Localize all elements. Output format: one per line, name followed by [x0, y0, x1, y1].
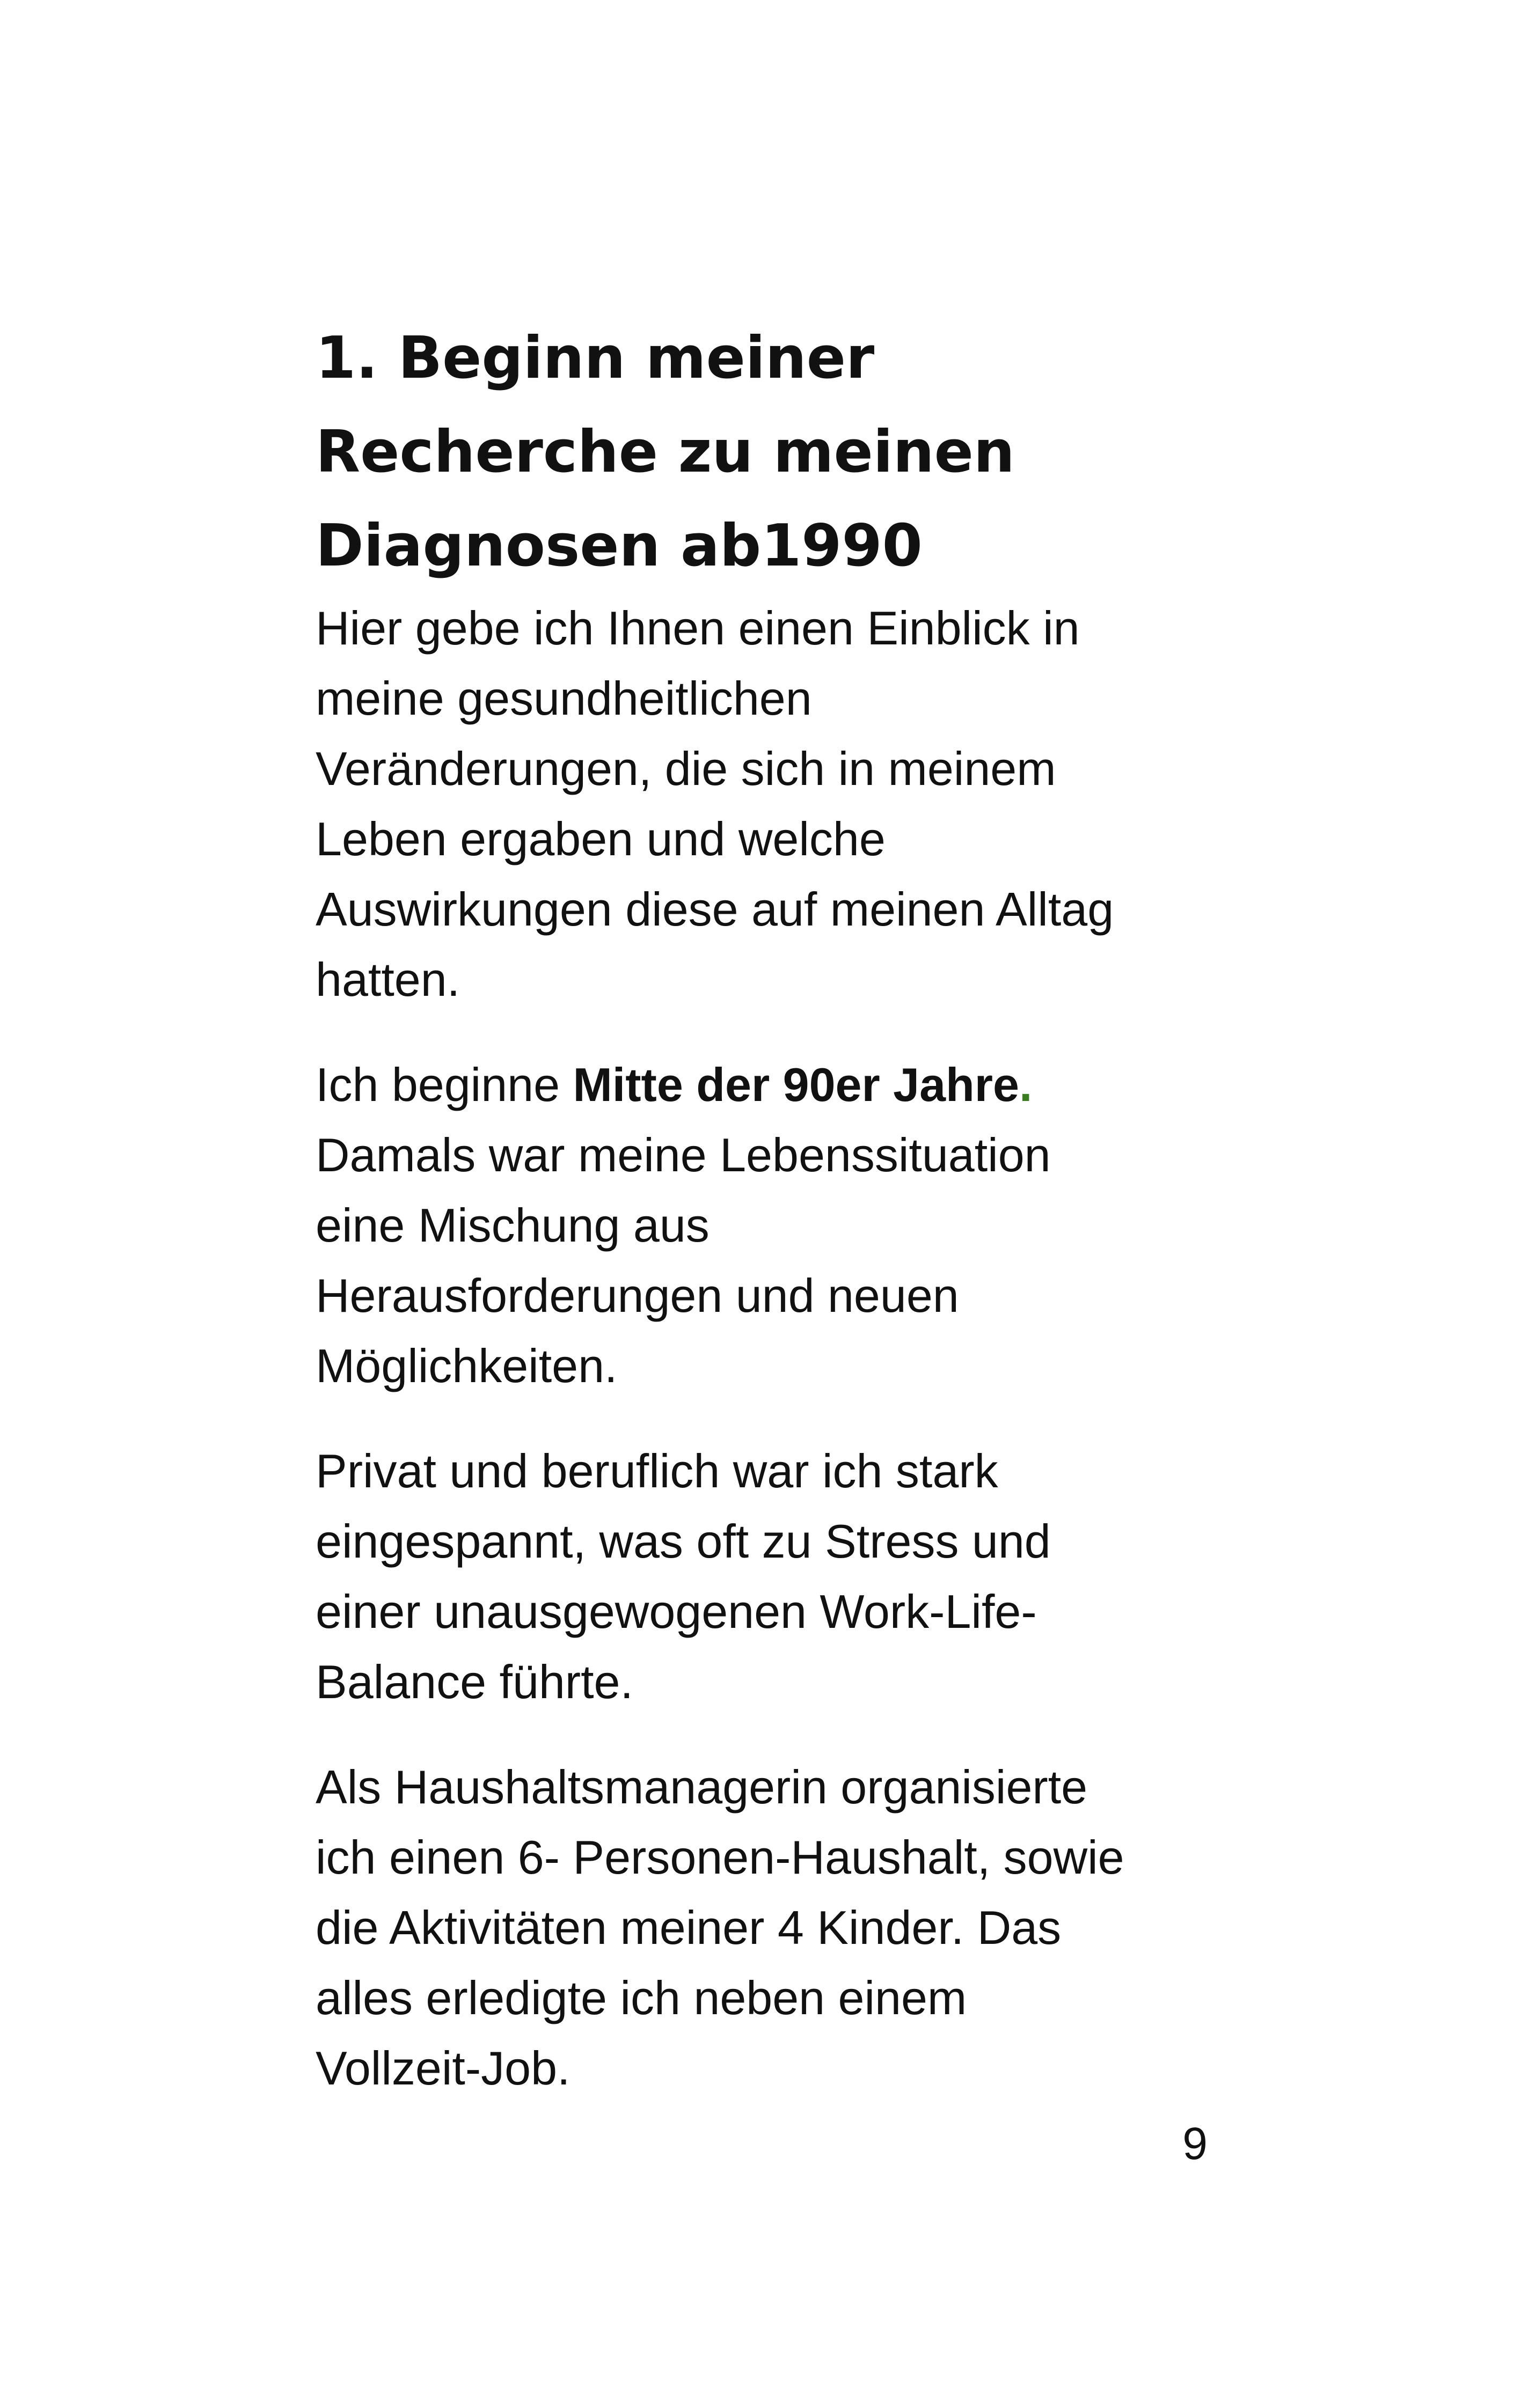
- paragraph-line: [316, 1049, 1228, 1120]
- paragraph-line: meine gesundheitlichen: [316, 672, 812, 725]
- paragraph-line: eine Mischung aus: [316, 1199, 710, 1252]
- paragraph-line: Balance führte.: [316, 1655, 633, 1708]
- accent-period: .: [1019, 1058, 1033, 1111]
- heading-line-1: 1. Beginn meiner: [316, 325, 875, 392]
- paragraph-line: Damals war meine Lebenssituation: [316, 1128, 1051, 1181]
- paragraph-line: Hier gebe ich Ihnen einen Einblick in: [316, 601, 1080, 655]
- paragraph-line: Vollzeit-Job.: [316, 2042, 571, 2095]
- paragraph-line: eingespannt, was oft zu Stress und: [316, 1515, 1051, 1568]
- paragraph-household: [316, 1752, 1228, 2103]
- chapter-heading: [316, 311, 1228, 593]
- paragraph-line: einer unausgewogenen Work-Life-: [316, 1585, 1037, 1638]
- heading-line-3: Diagnosen ab1990: [316, 512, 923, 579]
- paragraph-line: Privat und beruflich war ich stark: [316, 1444, 998, 1497]
- paragraph-line: Möglichkeiten.: [316, 1339, 618, 1392]
- paragraph-line: Als Haushaltsmanagerin organisierte: [316, 1760, 1088, 1814]
- highlighted-period: Mitte der 90er Jahre: [573, 1058, 1019, 1111]
- paragraph-line: hatten.: [316, 953, 460, 1006]
- page-number: 9: [1182, 2118, 1208, 2169]
- paragraph-text: Ich beginne: [316, 1058, 573, 1111]
- paragraph-line: die Aktivitäten meiner 4 Kinder. Das: [316, 1901, 1062, 1954]
- paragraph-line: alles erledigte ich neben einem: [316, 1971, 967, 2024]
- paragraph-line: Herausforderungen und neuen: [316, 1269, 959, 1322]
- paragraph-line: ich einen 6- Personen-Haushalt, sowie: [316, 1831, 1124, 1884]
- document-page: [316, 311, 1228, 2103]
- paragraph-line: Veränderungen, die sich in meinem: [316, 742, 1056, 795]
- paragraph-beginning: [316, 1049, 1228, 1401]
- paragraph-line: Auswirkungen diese auf meinen Alltag: [316, 883, 1114, 936]
- paragraph-line: Leben ergaben und welche: [316, 812, 886, 865]
- heading-line-2: Recherche zu meinen: [316, 419, 1015, 486]
- paragraph-intro: [316, 593, 1228, 1015]
- paragraph-work-life: [316, 1436, 1228, 1717]
